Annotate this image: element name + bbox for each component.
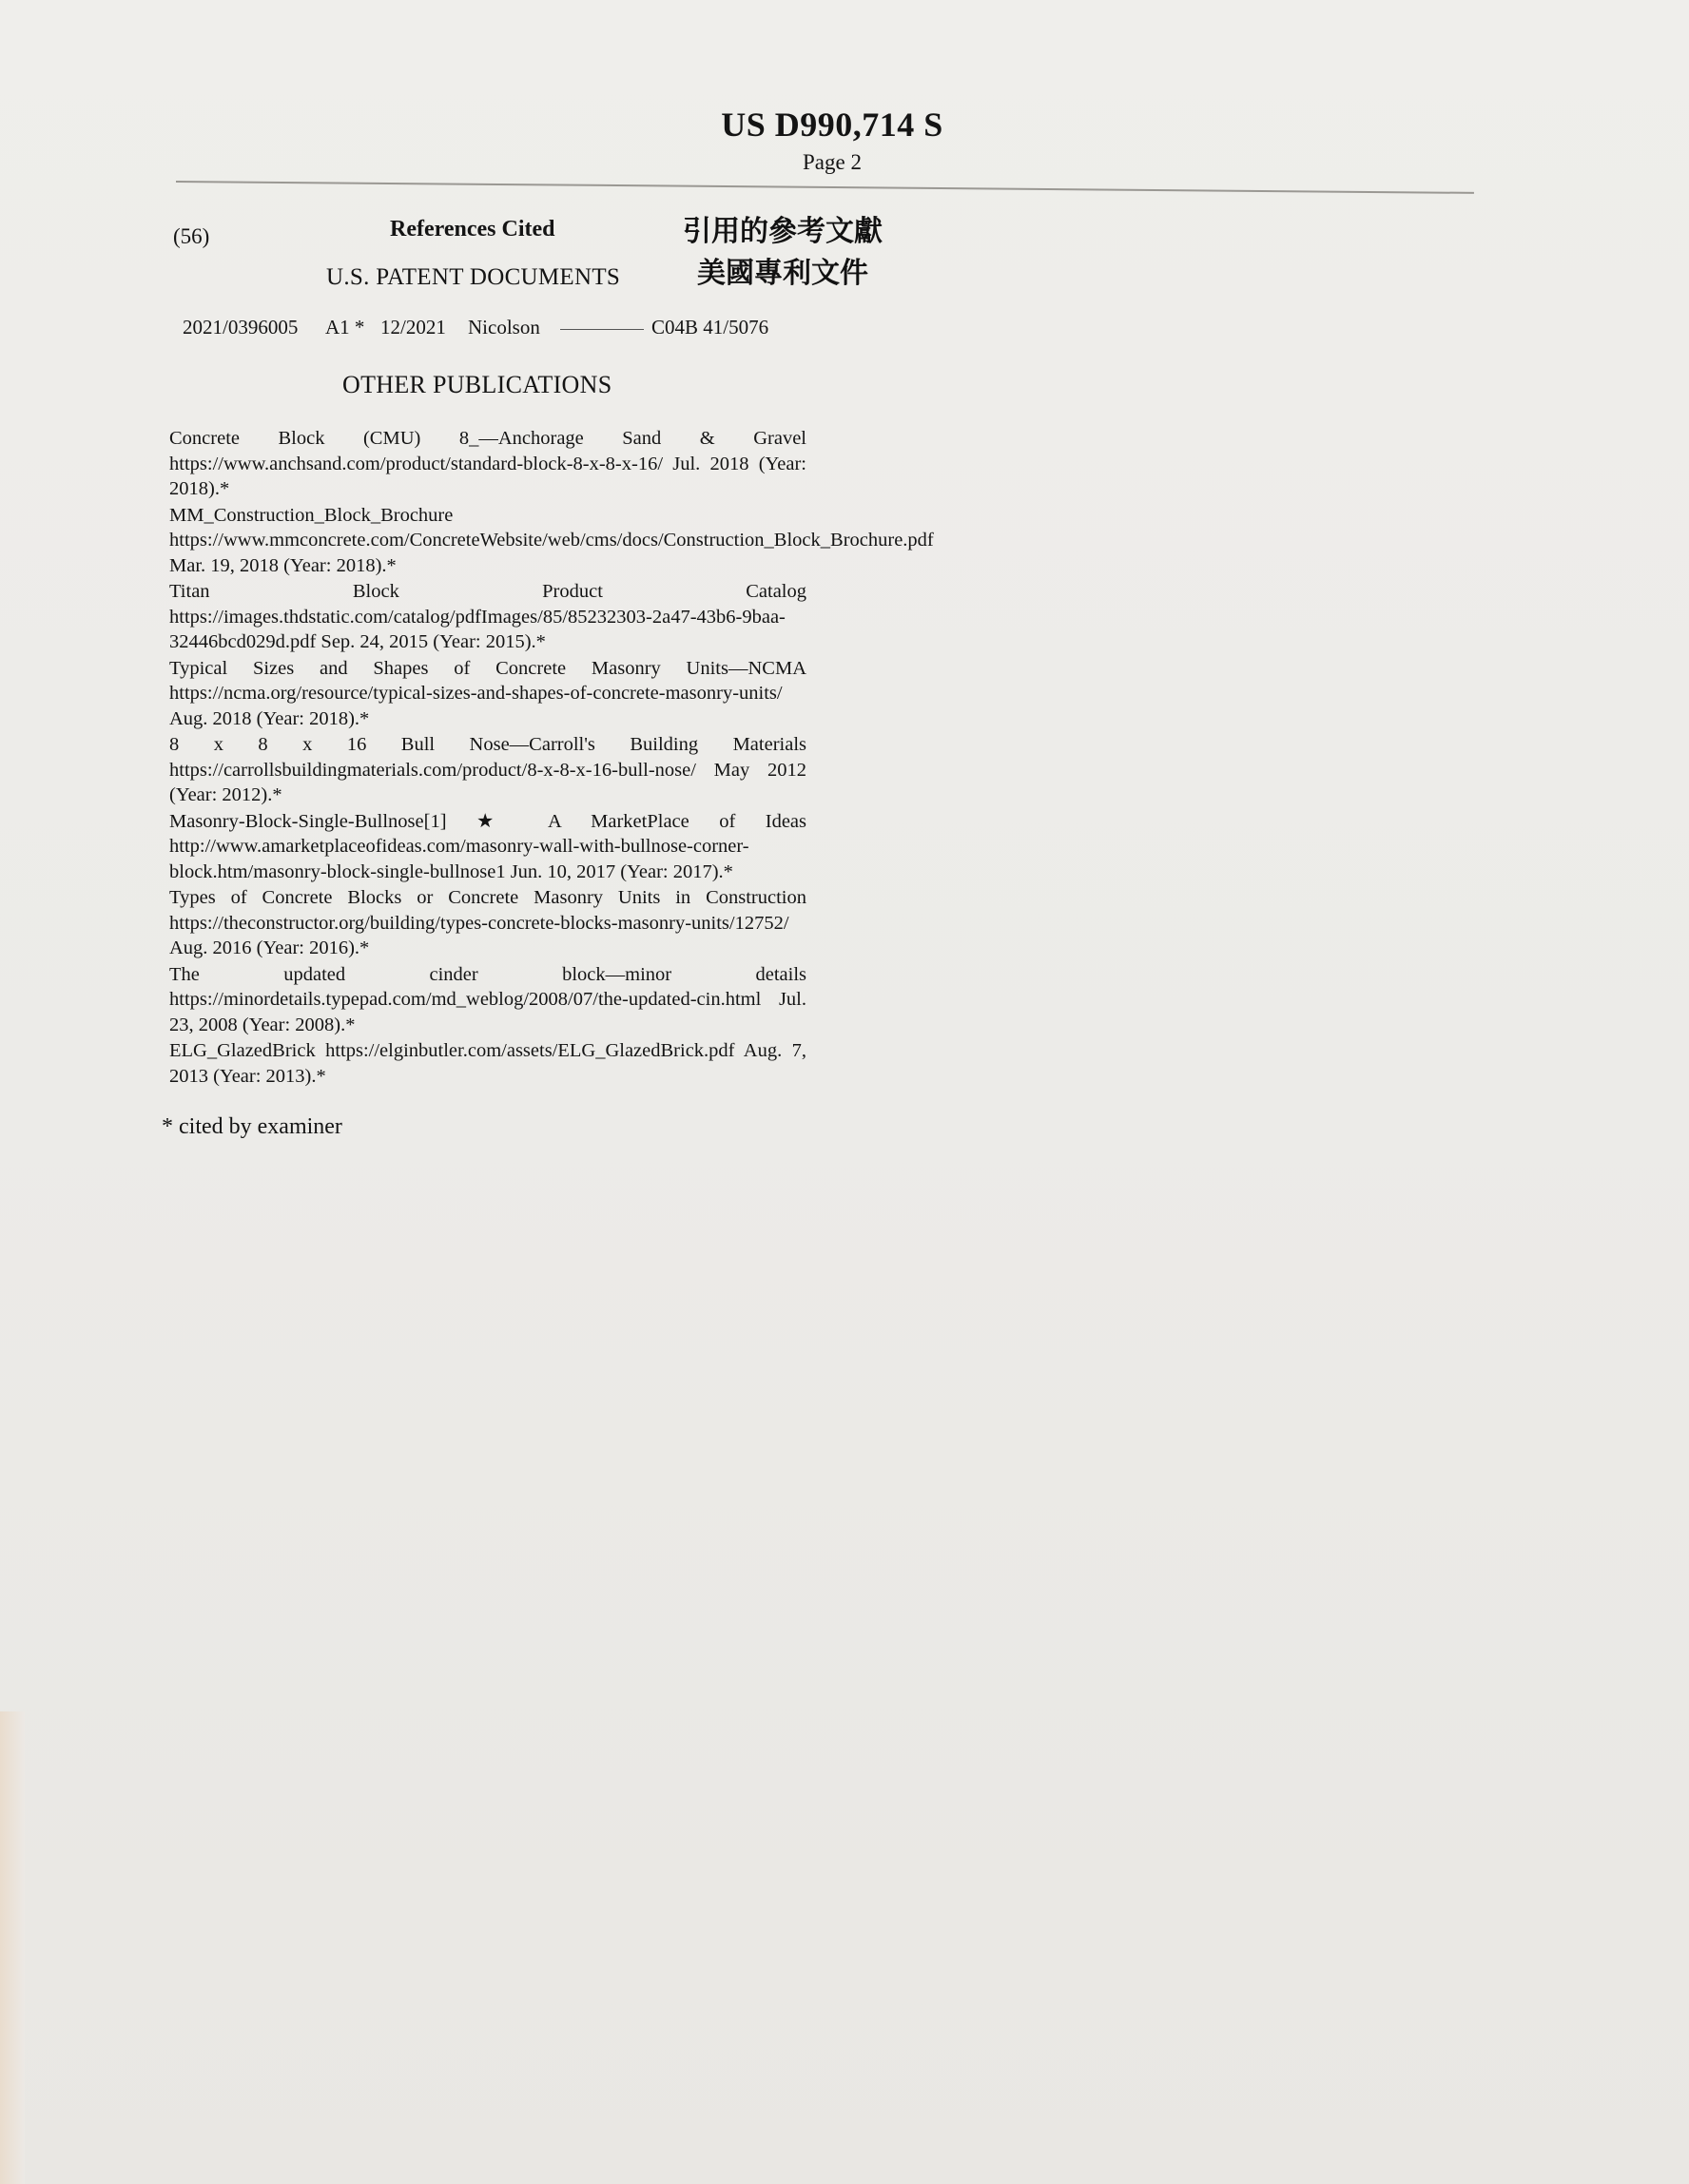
patent-row-classification: C04B 41/5076 — [651, 316, 769, 338]
references-title-zh: 引用的參考文獻 — [683, 215, 883, 248]
other-publications-heading: OTHER PUBLICATIONS — [342, 371, 612, 398]
publication-item: 8 x 8 x 16 Bull Nose—Carroll's Building Materials https://carrollsbuildingmaterials.com/product/8-x-8-x-16-bull-nose/ May 2012 (Year: 2012).* — [169, 734, 806, 805]
publication-item: Types of Concrete Blocks or Concrete Masonry Units in Construction https://theconstructor.org/building/types-concrete-blocks-masonry-units/12752/ Aug. 2016 (Year: 2016).* — [169, 887, 806, 958]
patent-row-number: 2021/0396005 — [183, 316, 299, 338]
patent-number: US D990,714 S — [721, 106, 943, 144]
us-patent-documents-heading-zh: 美國專利文件 — [697, 257, 868, 290]
us-patent-row — [183, 316, 810, 339]
publication-item: Titan Block Product Catalog https://images.thdstatic.com/catalog/pdfImages/85/85232303-2a47-43b6-9baa-32446bcd029d.pdf Sep. 24, 2015 (Year: 2015).* — [169, 581, 806, 652]
header-rule — [176, 181, 1474, 194]
patent-row-leader — [560, 329, 644, 330]
section-number: (56) — [173, 224, 210, 248]
patent-row-kind: A1 * — [325, 316, 365, 338]
page-edge-shadow — [0, 1711, 25, 2184]
us-patent-documents-heading: U.S. PATENT DOCUMENTS — [326, 264, 621, 290]
page-label: Page 2 — [803, 150, 862, 174]
cited-by-examiner-note: * cited by examiner — [162, 1114, 342, 1139]
publication-item: The updated cinder block—minor details https://minordetails.typepad.com/md_weblog/2008/07/the-updated-cin.html Jul. 23, 2008 (Year: 2008).* — [169, 963, 806, 1035]
references-title: References Cited — [390, 217, 555, 242]
publication-item: Concrete Block (CMU) 8_—Anchorage Sand & Gravel https://www.anchsand.com/product/standard-block-8-x-8-x-16/ Jul. 2018 (Year: 2018).* — [169, 428, 806, 499]
publication-item: ELG_GlazedBrick https://elginbutler.com/assets/ELG_GlazedBrick.pdf Aug. 7, 2013 (Year: 2013).* — [169, 1040, 806, 1087]
publication-item: MM_Construction_Block_Brochure https://www.mmconcrete.com/ConcreteWebsite/web/cms/docs/Construction_Block_Brochure.pdf Mar. 19, 2018 (Year: 2018).* — [169, 504, 934, 576]
publications-list — [169, 426, 934, 1090]
patent-row-name: Nicolson — [468, 316, 540, 338]
publication-item: Typical Sizes and Shapes of Concrete Masonry Units—NCMA https://ncma.org/resource/typical-sizes-and-shapes-of-concrete-masonry-units/ Aug. 2018 (Year: 2018).* — [169, 657, 806, 729]
publication-item: Masonry-Block-Single-Bullnose[1] ★ A MarketPlace of Ideas http://www.amarketplaceofideas.com/masonry-wall-with-bullnose-corner-block.htm/masonry-block-single-bullnose1 Jun. 10, 2017 (Year: 2017).* — [169, 810, 806, 882]
patent-row-date: 12/2021 — [380, 316, 446, 338]
